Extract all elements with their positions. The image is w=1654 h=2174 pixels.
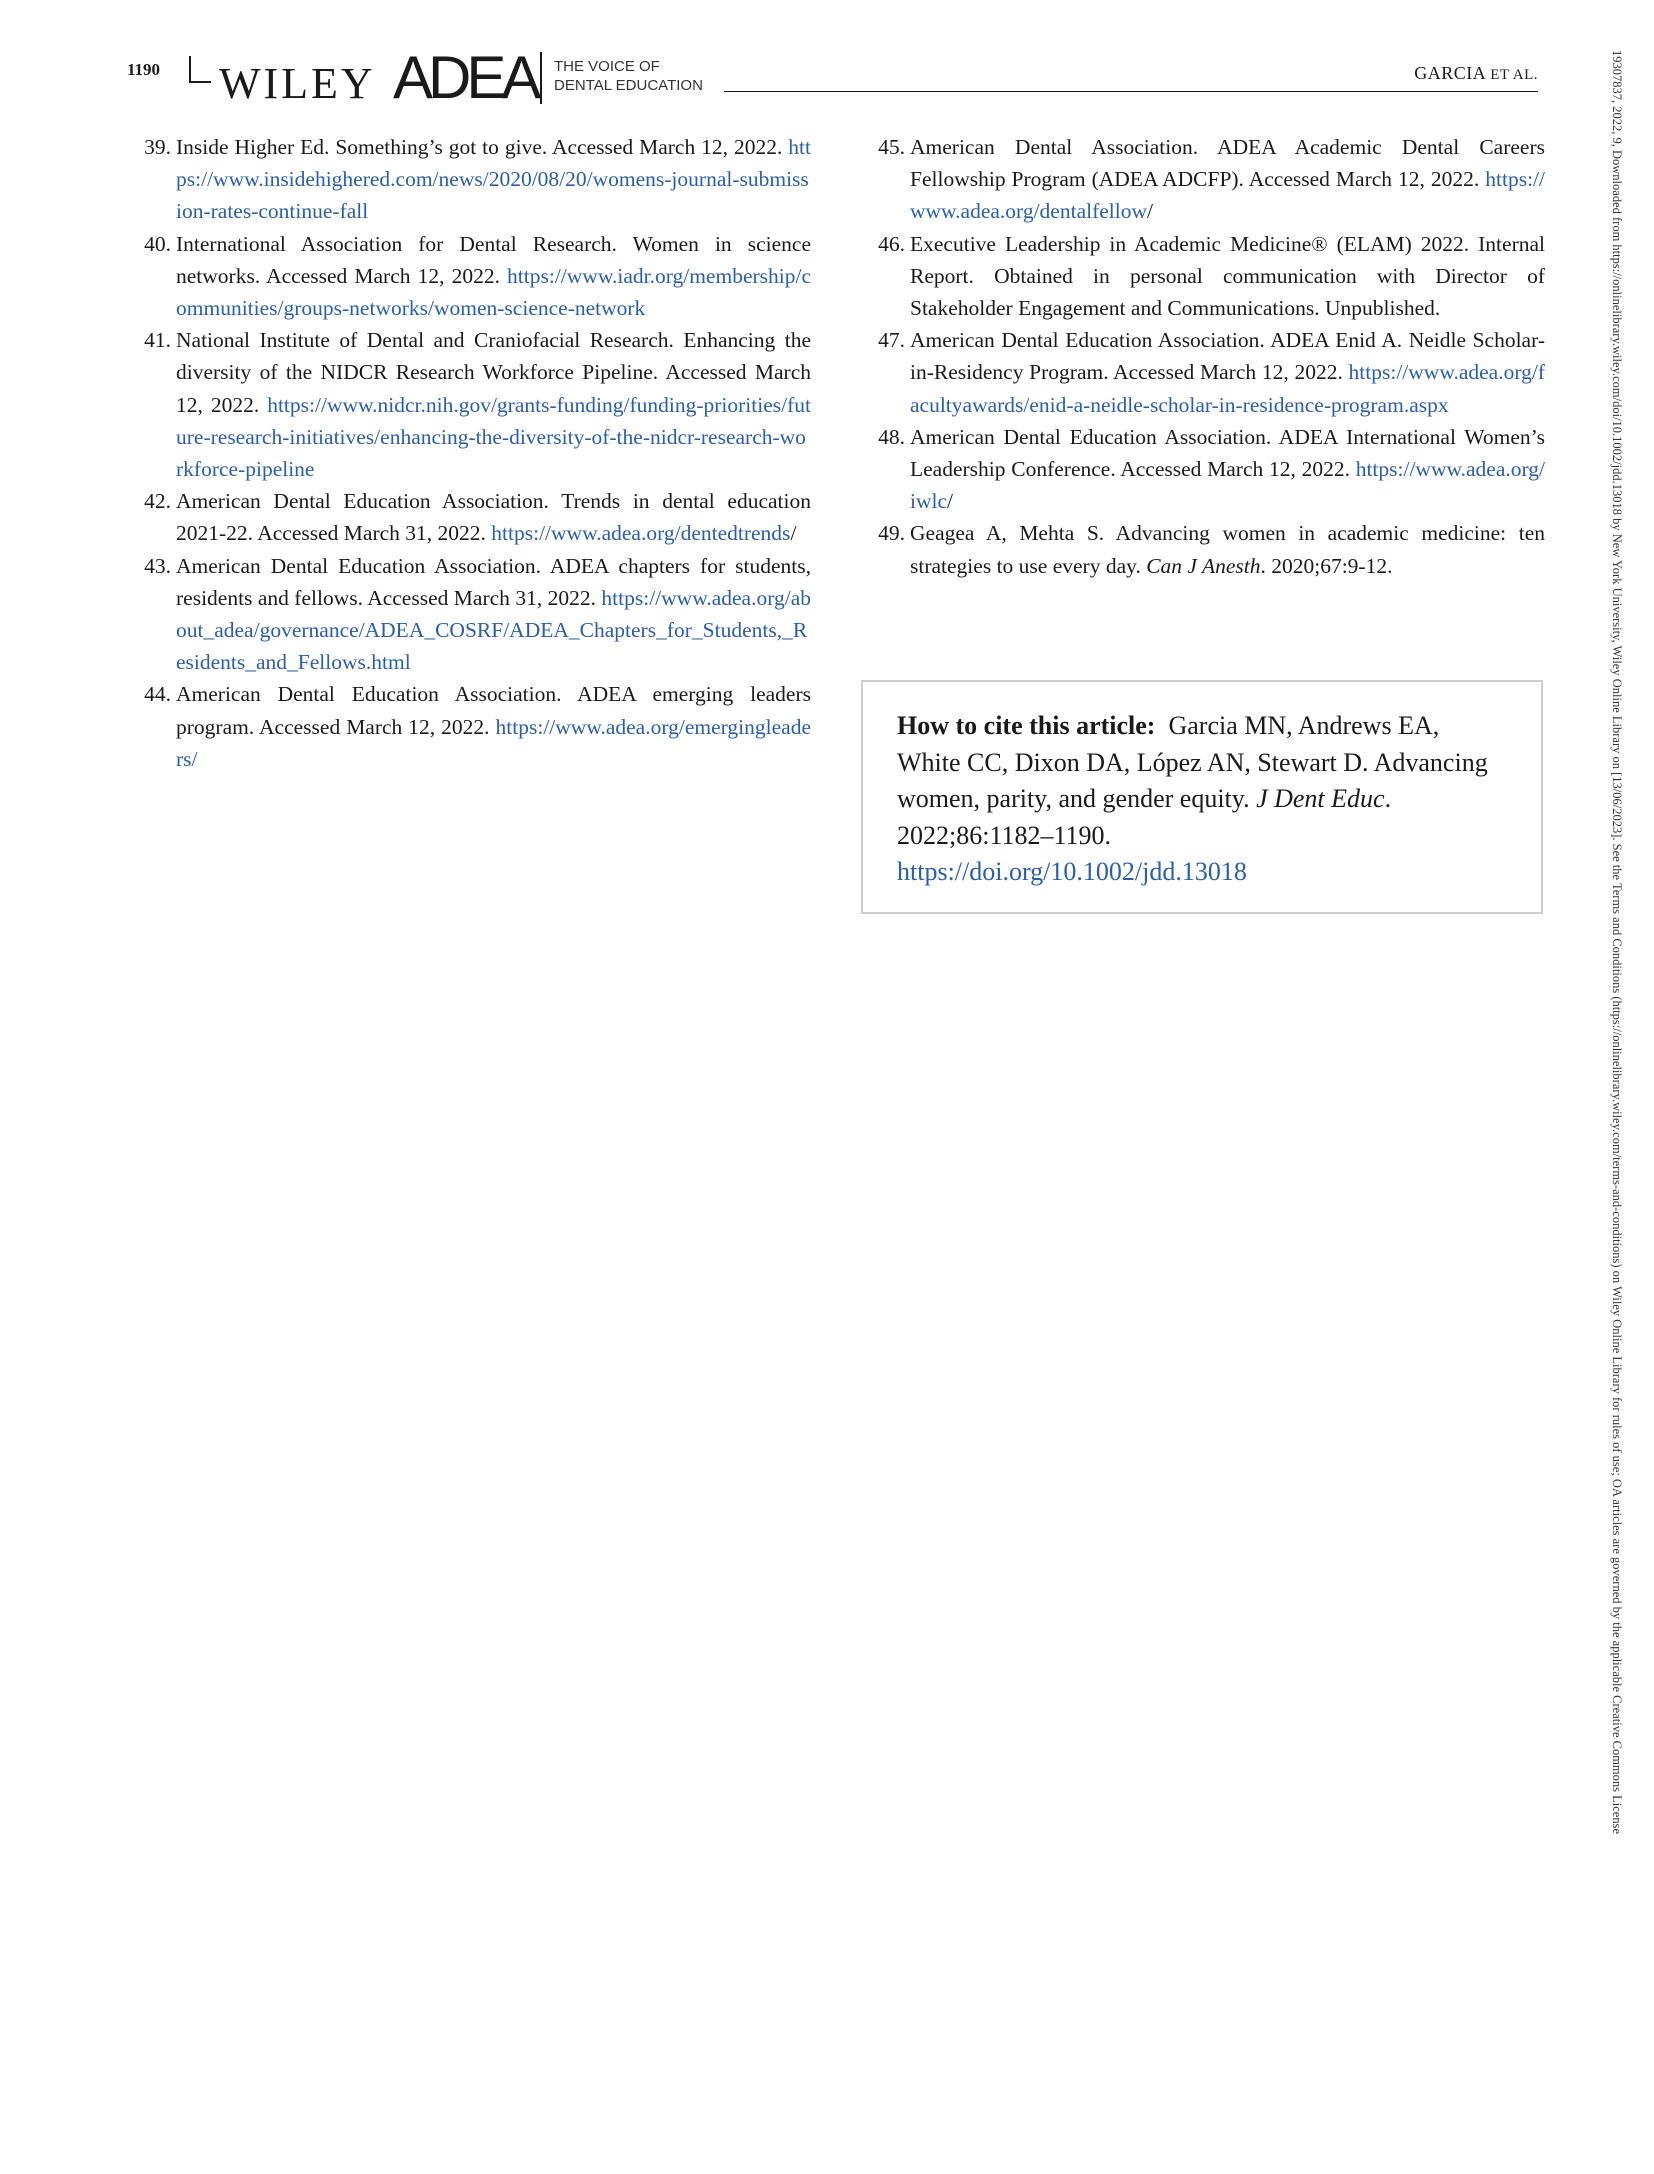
reference-item	[861, 421, 1545, 518]
reference-body	[176, 228, 811, 325]
reference-number: 39.	[144, 135, 171, 159]
reference-body	[176, 131, 811, 228]
references-left-column	[127, 131, 811, 775]
reference-body	[910, 228, 1545, 325]
reference-number: 40.	[144, 231, 171, 256]
references-right-column	[861, 131, 1545, 582]
reference-trailing-slash: /	[1147, 199, 1153, 224]
reference-link[interactable]: https://www.adea.org/facultyawards/enid-a-neidle-scholar-in-residence-program.aspx	[910, 360, 1545, 417]
reference-body	[176, 678, 811, 775]
reference-body	[176, 550, 811, 679]
reference-link[interactable]: https://www.iadr.org/membership/communities/groups-networks/women-science-network	[176, 263, 811, 321]
reference-link[interactable]: https://www.adea.org/emergingleaders/	[176, 714, 811, 771]
reference-item	[127, 550, 811, 679]
reference-text: American Dental Association. ADEA Academic Dental Careers Fellowship Program (ADEA ADCFP). Accessed March 12, 2022.	[910, 135, 1545, 192]
how-to-cite-box	[861, 680, 1543, 914]
header-rule	[724, 91, 1538, 92]
reference-item	[861, 131, 1545, 228]
reference-journal: Can J Anesth	[1146, 553, 1261, 578]
tagline-line-2: DENTAL EDUCATION	[554, 77, 703, 94]
reference-trailing-slash: /	[790, 521, 797, 546]
running-head-suffix: ET AL.	[1490, 67, 1538, 83]
reference-body	[910, 324, 1545, 421]
reference-item	[127, 678, 811, 775]
cite-label: How to cite this article:	[897, 711, 1156, 740]
reference-trailing-slash: /	[947, 489, 954, 514]
reference-text: National Institute of Dental and Craniofacial Research. Enhancing the diversity of the NIDCR Research Workforce Pipeline. Accessed March 12, 2022.	[176, 328, 811, 417]
reference-body	[910, 131, 1545, 228]
reference-body	[910, 517, 1545, 581]
reference-text: American Dental Education Association. ADEA chapters for students, residents and fellows. Accessed March 31, 2022.	[176, 553, 811, 610]
reference-number: 45.	[878, 135, 905, 159]
reference-number: 42.	[144, 489, 171, 514]
reference-body	[176, 324, 811, 485]
reference-text: Inside Higher Ed. Something’s got to give. Accessed March 12, 2022.	[176, 135, 789, 159]
reference-number: 43.	[144, 553, 171, 578]
reference-body	[176, 485, 811, 549]
reference-item	[127, 485, 811, 549]
reference-number: 47.	[878, 328, 905, 353]
logo-divider	[540, 52, 542, 104]
header-divider-foot	[189, 81, 211, 83]
reference-text: American Dental Education Association. ADEA emerging leaders program. Accessed March 12, 2022.	[176, 682, 811, 739]
reference-text: American Dental Education Association. ADEA Enid A. Neidle Scholar-in-Residency Program. Accessed March 12, 2022.	[910, 328, 1545, 385]
cite-details: . 2022;86:1182–1190.	[897, 784, 1392, 850]
reference-link[interactable]: https://www.nidcr.nih.gov/grants-funding/funding-priorities/future-research-initiatives/enhancing-the-diversity-of-the-nidcr-research-workforce-pipeline	[176, 392, 811, 482]
reference-text: Executive Leadership in Academic Medicine® (ELAM) 2022. Internal Report. Obtained in personal communication with Director of Stakeholder Engagement and Communications. Unpublished.	[910, 231, 1545, 321]
header-divider	[189, 56, 191, 82]
reference-item	[127, 228, 811, 325]
reference-number: 48.	[878, 424, 905, 449]
running-head-author: GARCIA	[1414, 63, 1486, 83]
adea-tagline	[554, 57, 703, 95]
reference-link[interactable]: https://www.insidehighered.com/news/2020/08/20/womens-journal-submission-rates-continue-fall	[176, 135, 811, 224]
reference-link[interactable]: https://www.adea.org/iwlc	[910, 457, 1545, 514]
page-number: 1190	[127, 60, 161, 79]
reference-text: International Association for Dental Research. Women in science networks. Accessed March 12, 2022.	[176, 231, 811, 288]
reference-text: Geagea A, Mehta S. Advancing women in academic medicine: ten strategies to use every day.	[910, 521, 1545, 578]
cite-journal: J Dent Educ	[1256, 784, 1385, 813]
reference-link[interactable]: https://www.adea.org/dentedtrends	[491, 521, 791, 546]
reference-link[interactable]: https://www.adea.org/about_adea/governance/ADEA_COSRF/ADEA_Chapters_for_Students,_Residents_and_Fellows.html	[176, 585, 811, 675]
reference-item	[127, 131, 811, 228]
reference-item	[861, 517, 1545, 581]
reference-number: 44.	[144, 682, 171, 707]
reference-item	[861, 228, 1545, 325]
reference-item	[861, 324, 1545, 421]
page-header	[127, 44, 1538, 111]
reference-text: American Dental Education Association. Trends in dental education 2021-22. Accessed March 31, 2022.	[176, 489, 811, 546]
download-side-note: 19307837, 2022, 9, Downloaded from https://onlinelibrary.wiley.com/doi/10.1002/jdd.13018 by New York University, Wiley Online Library on [13/06/2023]. See the Terms and Conditions (https://onlinelibrary.wiley.com/terms-and-conditions) on Wiley Online Library for rules of use; OA articles are governed by the applicable Creative Commons License	[1610, 50, 1624, 1835]
reference-body	[910, 421, 1545, 518]
reference-citation-details: . 2020;67:9-12.	[1260, 553, 1393, 578]
cite-authors: Garcia MN, Andrews EA, White CC, Dixon DA, López AN, Stewart D. Advancing women, parity, and gender equity.	[897, 711, 1488, 813]
reference-text: American Dental Education Association. ADEA International Women’s Leadership Conference. Accessed March 12, 2022.	[910, 424, 1545, 482]
tagline-line-1: THE VOICE OF	[554, 58, 660, 75]
reference-number: 46.	[878, 231, 905, 256]
cite-doi-link[interactable]: https://doi.org/10.1002/jdd.13018	[897, 857, 1247, 886]
wiley-logo: WILEY	[219, 59, 376, 108]
reference-item	[127, 324, 811, 485]
reference-link[interactable]: https://www.adea.org/dentalfellow	[910, 167, 1545, 224]
adea-logo: ADEA	[393, 44, 537, 111]
reference-number: 41.	[144, 328, 171, 353]
running-head	[1414, 63, 1538, 84]
reference-number: 49.	[878, 521, 905, 546]
